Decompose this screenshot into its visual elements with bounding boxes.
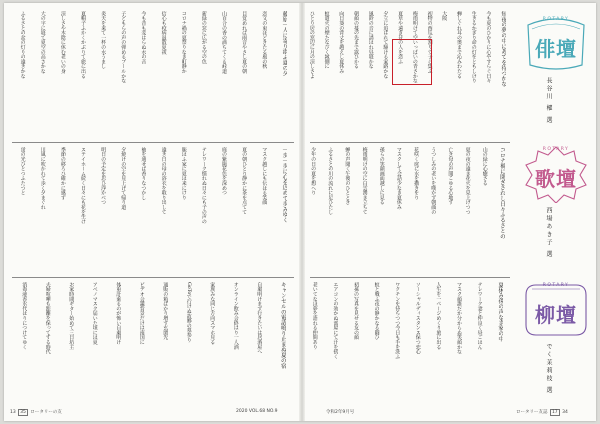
poem-line: 涼しさや木陰に休む老いの身 [59, 11, 66, 74]
page-mark: 13 [10, 410, 16, 415]
poem-line: 夏の夜の遠き花火を見上げつつ [464, 147, 471, 215]
poem-line: マスクして会話少なき夏休み [395, 147, 402, 210]
poem-line: 藤原一人に寄り添ふ夏の夕 [281, 11, 288, 76]
ryudan-title: 柳壇 [535, 303, 577, 327]
poem-line: 老いてなほ夢を語れる仲間あり [311, 282, 318, 350]
poem-line: 蝉の声聞く午後のひととき [344, 147, 351, 205]
poem-line: 恋文の束ほどきたる風の秋 [261, 11, 268, 69]
poem-line: 夕立に追はれて駆ける家路かな [382, 11, 389, 79]
poem-line: 夕焼けの空を見上げて帰り道 [120, 147, 127, 210]
poem-line: 蚊と戦ふ夜の静かなる闘ひ [373, 282, 380, 340]
poem-line: 夏の朝ひとり静かに茶を点てて [241, 147, 248, 215]
poem-line: 賑はふ家に夏は来にけり [180, 147, 187, 200]
rotary-label: ROTARY [542, 283, 570, 288]
poem-line: 短夜の夢の中にあてを待つかな [500, 11, 507, 87]
poem-line: 大阪 [441, 11, 448, 21]
poem-line: 少年の日の夏を想へり [310, 147, 317, 196]
poem-line: 初物の西瓜を割りて子ら集ふ [426, 11, 433, 74]
poem-line: エアコンの効かぬ部屋にて汗を拭く [332, 282, 339, 359]
poem-line: 袖を通せば香りなつかし [140, 147, 147, 200]
poem-line: 夏休み孫の声なき家の中 [497, 282, 504, 342]
poem-line: GoToで行けぬ故郷の墓参り [185, 282, 192, 343]
poem-line: 孫らの笑顔画面越しに見る [378, 147, 385, 205]
kadan-judge: 西場あき子 選 [545, 207, 552, 259]
rotary-label: ROTARY [542, 147, 570, 152]
section-divider [12, 277, 294, 278]
section-divider [310, 142, 510, 143]
poem-line: 蛍の光ひとつふたつと [19, 147, 26, 196]
poem-line: 山の緑に心癒さる [481, 147, 488, 186]
poem-line: コロナ禍に閉ざされし日々ふるさとの [498, 147, 505, 239]
poem-line: 蝉しぐれ耳の奥まで沁みわたる [456, 11, 462, 79]
poem-line: ひとり居の窓辺に月の涼しさよ [308, 11, 315, 79]
page-mark: 34 [562, 410, 568, 415]
poem-line: 目覚めれば雨音やさし夏の朝 [241, 11, 248, 74]
poem-line: 夏草や遠き昔の人を恋ふ [397, 11, 404, 64]
poem-line: キャンセルの電話鳴り止まぬ夏の宿 [279, 282, 286, 369]
kadan-title: 歌壇 [535, 167, 577, 191]
poem-line: 山百合の香の満ちてくる峠道 [221, 11, 227, 74]
poem-line: 風鈴の音に誘はれ昼寝かな [367, 11, 374, 69]
poem-line: 今も昔も変はらぬ水の音 [140, 11, 147, 64]
poem-line: 今も夏のひかりに心やすらぐ日々 [485, 11, 492, 84]
poem-line: 川風に吹かれて歩く夕まぐれ [39, 147, 46, 210]
poem-line: 季節の移ろひ確かに感ず [59, 147, 66, 200]
poem-line: テレワーク慣れぬ日々にも子の声の [200, 147, 207, 224]
kadan-header [522, 145, 590, 203]
poem-line: テレワーク妻と仲良く昼ごはん [476, 282, 483, 350]
poem-line: 新緑の窓に広がる空の色 [200, 11, 207, 64]
poem-line: マスク顔誰だか分からぬ笑顔かな [456, 282, 462, 355]
page-number: 17 [551, 410, 558, 415]
magazine-label: ロータリー友誌 [516, 410, 548, 415]
poem-line: ステイホーム続く日々にも花を生け [80, 147, 86, 224]
poem-line: 初孫の写真を見せる友の顔 [353, 282, 359, 340]
poem-line: オンライン飲み会終はり一人酒 [232, 282, 239, 350]
ryudan-header [522, 281, 590, 339]
poem-line: 通販の箱ばかり増す玄関先 [162, 282, 169, 340]
poem-line: 梅雨明けて空いっぱいの青さかな [411, 11, 418, 84]
poem-line: 炎天を来て一杯の水うまし [100, 11, 107, 69]
poem-line: 生きるかぎり命の灯をともしけり [470, 11, 477, 84]
poem-line: 庭の紫陽花色を深めつ [221, 147, 227, 196]
section-sidebar [516, 11, 596, 407]
poem-line: ビデオ会議背景だけは南国に [138, 282, 145, 345]
poem-line: 体重計乗るのが怖い自粛明け [115, 282, 122, 345]
footer-volume: 2020 VOL.68 NO.9 [236, 409, 278, 414]
highlight-box [392, 39, 432, 85]
poem-line: コロナ禍の夏祭りなき町静か [180, 11, 187, 74]
poem-line: 夏帽子ふかくかぶりて旅に出る [80, 11, 86, 79]
poem-line: 自粛明けまず行きたいは居酒屋へ [256, 282, 263, 355]
haidan-judge: 長谷川 櫂 選 [545, 77, 552, 125]
poem-line: ソーシャルディスタンス保つ恋心 [414, 282, 421, 355]
magazine-label: ロータリーの友 [30, 410, 62, 415]
poem-line: ワクチンを待ちつつ今日も手を洗ふ [394, 282, 401, 359]
magazine-spread [4, 3, 596, 421]
poem-line: うつしみの老いを嘆かず朝顔の [430, 147, 437, 215]
center-gutter [299, 3, 305, 421]
poem-line: 蚊遣火の煙たなびく縁側に [323, 11, 330, 69]
footer-right [516, 409, 568, 416]
page-number: 35 [20, 410, 26, 415]
poem-line: 一歩一歩に心を込めて歩みゆく [281, 147, 288, 223]
poem-line: ふるさとの盆の灯りの遠きかな [19, 11, 26, 79]
ryudan-judge: でく茉莉枝 選 [545, 343, 552, 395]
poem-line: 子どもらの声の弾めるプールかな [120, 11, 127, 84]
rotary-label: ROTARY [542, 17, 570, 22]
poem-line: お家時間ギター始めて三日坊主 [68, 282, 75, 350]
poem-line: 人生を一ページめくり旅に出る [435, 282, 442, 350]
section-divider [310, 277, 510, 278]
poem-line: 向日葵の背丈を越えし夏休み [338, 11, 345, 74]
poem-line: 大の字に寝て夏空の高さかな [39, 11, 46, 74]
poem-line: 花咲く庭に水を撒きをり [413, 147, 420, 200]
section-divider [12, 142, 294, 143]
poem-line: 梅雨明けの空に白雲湧き立ちて [361, 147, 368, 215]
poem-line: 亡き母の声聞こゆる心地す [447, 147, 454, 205]
haidan-title: 俳壇 [535, 37, 577, 61]
poem-line: ふるさとの川の流れに足ひたし [327, 147, 334, 215]
poem-line: 遠き日の母の浴衣を取り出して [160, 147, 167, 215]
footer-issue: 令和2年9月号 [326, 410, 355, 415]
poem-line: アベノマスク届いた頃には夏 [91, 282, 98, 345]
poem-line: 信心も疫病退散夏祓 [160, 11, 167, 55]
poem-line: 明日の予定を思ひ浮かべつ [100, 147, 107, 205]
poem-line: 夫婦喧嘩も距離を保ってする時代 [44, 282, 51, 355]
poem-line: 家族みな同じ方向スマホ見る [209, 282, 216, 345]
footer-left [10, 409, 62, 416]
poem-line: 消毒液香水代はりにつけてゆく [21, 282, 28, 350]
poem-line: マスク越しにも伝はる笑顔 [261, 147, 268, 205]
haidan-header [522, 15, 590, 73]
poem-line: 朝顔の蔓の先まで露ひかる [353, 11, 359, 69]
